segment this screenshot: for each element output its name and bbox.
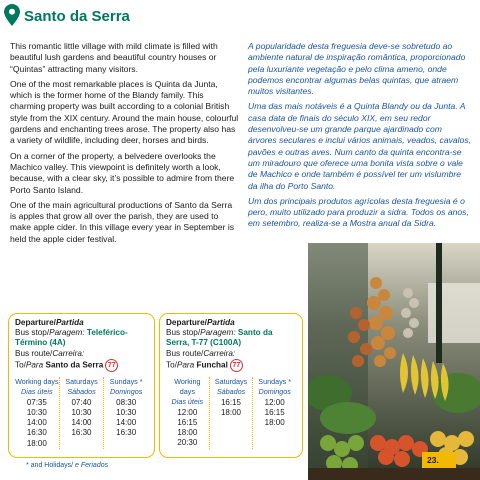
location-pin-icon — [4, 4, 20, 26]
holiday-footnote: * and Holidays/ e Feriados — [26, 462, 109, 469]
portuguese-text-column — [248, 41, 472, 234]
departure-time: 10:30 — [26, 408, 47, 418]
departure-time: 14:00 — [116, 418, 137, 428]
departure-time: 16:30 — [116, 428, 137, 438]
departure-time: 18:00 — [264, 418, 285, 428]
timetable-column-working-days: Working days Dias úteis 12:00 16:15 18:00 20:30 — [166, 377, 209, 449]
timetable-column-saturdays: Saturdays Sábados 16:15 18:00 — [209, 377, 253, 449]
departure-time: 10:30 — [71, 408, 92, 418]
english-paragraph: One of the most remarkable places is Quinta da Junta, which is the former home of the Blandy family. This charming property was built according to a colonial British style from the XIX century. Around the main house, colourful gardens and enchanting trees arose. The property also has a variety of wildlife, including deer, horses and birds. — [10, 78, 239, 146]
timetable-column-sundays: Sundays * Domingos 12:00 16:15 18:00 — [252, 377, 296, 449]
timetable-column-saturdays: Saturdays Sábados 07:40 10:30 14:00 16:30 — [59, 377, 104, 449]
portuguese-paragraph: Uma das mais notáveis é a Quinta Blandy ou da Junta. A casa data de finais do século XIX, em seu redor desenvolveu-se um grande parque ajardinado com árvores seculares e inclui vários animais, veados, cavalos, pavões e outras aves. Num canto da quinta encontra-se um miradouro que oferece uma bonita vista sobre o vale de Machico e onde também é possível ter um vislumbre da ilha do Porto Santo. — [248, 101, 472, 191]
market-produce-photo — [308, 243, 480, 480]
timetable-column-sundays: Sundays * Domingos 08:30 10:30 14:00 16:30 — [103, 377, 148, 449]
timetable — [15, 377, 148, 449]
photo-illustration — [308, 243, 480, 480]
departure-time: 20:30 — [177, 438, 198, 448]
departure-time: 18:00 — [220, 408, 242, 418]
departure-time: 18:00 — [177, 428, 198, 438]
departure-time: 07:40 — [71, 397, 92, 407]
bus-route-label: Bus route/Carreira: — [166, 348, 236, 358]
timetable — [166, 377, 296, 449]
timetable-column-working-days: Working days Dias úteis 07:35 10:30 14:00 16:30 18:00 — [15, 376, 59, 448]
departure-time: 08:30 — [116, 397, 137, 407]
english-text-column — [10, 41, 240, 249]
departure-time: 16:30 — [71, 428, 92, 438]
departure-time: 16:15 — [220, 397, 242, 407]
destination-name: Funchal — [196, 360, 228, 370]
departure-time: 12:00 — [177, 407, 198, 417]
departure-time: 16:15 — [177, 418, 198, 428]
page-title: Santo da Serra — [24, 8, 130, 25]
bus-stop-name: Teleférico-Término (4A) — [15, 328, 128, 348]
portuguese-paragraph: A popularidade desta freguesia deve-se sobretudo ao ambiente natural de inspiração romântica, proporcionado pela luxuriante vegetação e pelo clima ameno, onde podemos encontrar algumas belas quintas, que atraem muitos visitantes. — [248, 41, 466, 97]
departure-time: 14:00 — [26, 418, 47, 428]
bus-stop-line: Bus stop/Paragem: Santo da Serra, T-77 (C100A) — [166, 328, 273, 348]
destination-line: To/Para Funchal 77 — [166, 359, 296, 372]
bus-stop-name: Santo da Serra, T-77 (C100A) — [166, 328, 273, 348]
departure-time: 12:00 — [264, 397, 285, 407]
departure-label: Departure/Partida — [166, 318, 235, 327]
english-paragraph: This romantic little village with mild climate is filled with beautiful lush gardens and beautiful country houses or “Quintas” attracting many visitors. — [10, 41, 218, 74]
departure-time: 07:35 — [26, 397, 47, 407]
bus-schedule-outbound — [8, 313, 155, 458]
destination-line: To/Para Santo da Serra 77 — [15, 359, 148, 372]
portuguese-paragraph: Um dos principais produtos agrícolas desta freguesia é o pero, muito utilizado para produzir a sidra. Todos os anos, em setembro, realiza-se a Mostra anual da Sidra. — [248, 195, 469, 229]
departure-time: 18:00 — [26, 438, 47, 448]
departure-time: 14:00 — [71, 418, 92, 428]
route-number-badge: 77 — [105, 359, 118, 372]
bus-route-label: Bus route/Carreira: — [15, 348, 85, 358]
destination-name: Santo da Serra — [45, 360, 104, 370]
departure-time: 10:30 — [116, 408, 137, 418]
english-paragraph: On a corner of the property, a belvedere overlooks the Machico valley. This viewpoint is definitely worth a look, because, with a clear sky, it’s possible to admire from there Porto Santo Island. — [10, 150, 235, 195]
route-number-badge: 77 — [230, 359, 243, 372]
english-paragraph: One of the main agricultural productions of Santo da Serra is apples that grow all over the parish, they are used to make apple cider. In this village every year in September is held the apple cider festival. — [10, 199, 235, 244]
bus-stop-line: Bus stop/Paragem: Teleférico-Término (4A) — [15, 328, 128, 348]
bus-schedule-return — [159, 313, 303, 458]
page-number: 23. — [422, 452, 456, 468]
departure-time: 16:15 — [264, 408, 285, 418]
departure-label: Departure/Partida — [15, 318, 84, 327]
departure-time: 16:30 — [26, 428, 47, 438]
